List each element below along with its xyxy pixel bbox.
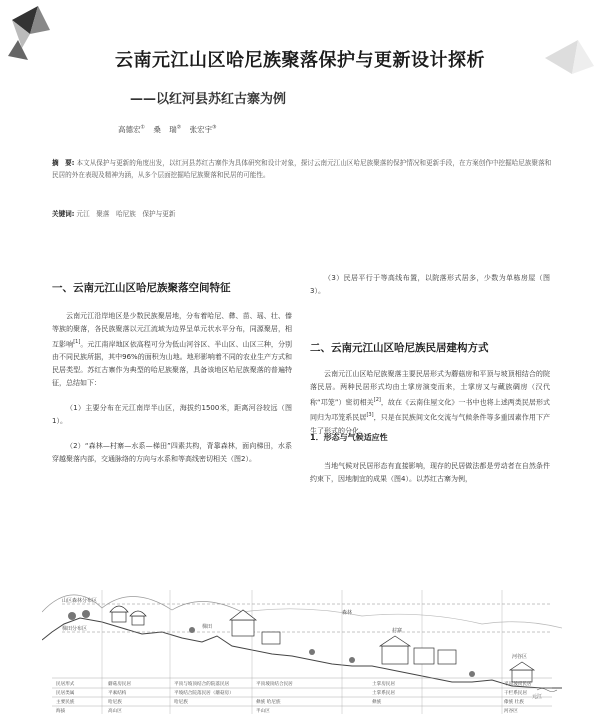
table-cell: 哈尼族	[108, 700, 122, 705]
table-cell: 高山区	[108, 709, 122, 714]
abstract-label: 摘 要:	[52, 159, 75, 167]
label-zone-upper: 山区森林分布区	[62, 598, 98, 604]
table-cell: 海拔	[56, 709, 66, 714]
keywords-text: 元江 聚落 哈尼族 保护与更新	[76, 210, 176, 218]
table-cell: 干栏系民居	[504, 691, 527, 696]
table-cell: 民居形式	[56, 682, 75, 687]
section-1-paragraph: 云南元江沿岸地区是少数民族聚居地，分布着哈尼、彝、苗、瑶、壮、傣等族的聚落，各民族聚落以元江流域为边界呈单元状水平分布，同源聚居，相互影响[1]。元江南岸地区依高程可分为低山河谷区、半山区、山区三种，分别由不同民族所据，其中96%的面积为山地。地形影响着不同的农业生产方式和民居类型。苏红古寨作为典型的哈尼族聚落，具备该地区哈尼族聚落的普遍特征，总结如下：	[52, 312, 293, 388]
table-cell: 半山区	[256, 709, 270, 714]
table-cell: 彝族 哈尼族	[256, 700, 281, 705]
terrain-section-figure	[42, 520, 562, 714]
section-2-paragraph: 云南元江山区哈尼族聚落主要民居形式为蘑菇房和平顶与坡顶相结合的院落民居。两种民居形式均由土掌房演变而来，土掌房又与藏族碉房（汉代称“邛笼”）密切相关[2]，故在《云南住屋文化》一书中也将上述两类民居形式同归为邛笼系民居[3]，只是在民族间文化交流与气候条件等多重因素作用下产生了形式的分化。	[310, 370, 551, 435]
table-cell: 哈尼族	[174, 700, 188, 705]
feature-item-1: （1）主要分布在元江南岸半山区，海拔约1500米，距离河谷较远（图1）。	[52, 404, 292, 425]
terrain-section-svg	[42, 520, 562, 714]
feature-item-3: （3）民居平行于等高线布置，以院落形式居多，少数为单栋房屋（图3）。	[310, 274, 550, 295]
abstract-text: 本文从保护与更新的角度出发，以红河县苏红古寨作为具体研究和设计对象，探讨云南元江山区哈尼族聚落的保护情况和更新手段，在方案创作中挖掘哈尼族聚落和民居的外在表现及精神为涵，从多个层面挖掘哈尼族聚落和民居的可能性。	[52, 159, 552, 179]
terrain-profile	[42, 618, 562, 688]
label-zone-lower: 河谷区	[512, 654, 528, 660]
label-zone-middle: 梯田分布区	[62, 626, 88, 632]
paper-title: 云南元江山区哈尼族聚落保护与更新设计探析	[115, 50, 485, 71]
author-list	[118, 124, 217, 135]
subsection-paragraph: 当地气候对民居形态有直接影响，现存的民居做法都是劳动者在自然条件约束下，因地制宜的成果（图4）。以苏红古寨为例，	[310, 462, 550, 483]
table-cell: 主要民族	[56, 700, 75, 705]
section-1-heading: 一、云南元江山区哈尼族聚落空间特征	[52, 282, 231, 294]
author-2: 桑 瑞②	[153, 124, 182, 134]
table-cell: 平顶坡顶结合民居	[256, 682, 293, 687]
house-icons	[110, 606, 534, 682]
label-village: 村寨	[392, 628, 403, 634]
table-cell: 河谷区	[504, 709, 518, 714]
table-cell: 蘑菇房民居	[108, 682, 131, 687]
paper-subtitle: ——以红河县苏红古寨为例	[130, 92, 287, 107]
label-forest: 森林	[342, 610, 353, 616]
keywords-label: 关键词:	[52, 210, 75, 218]
label-terraces: 梯田	[202, 624, 213, 630]
table-cell: 傣族 壮族	[504, 700, 524, 705]
label-river: 元江	[532, 694, 543, 700]
table-cell: 平顶坡顶民居	[504, 682, 532, 687]
table-cell: 土掌房民居	[372, 682, 395, 687]
section-2-heading: 二、云南元江山区哈尼族民居建构方式	[310, 342, 489, 354]
table-cell: 土掌系民居	[372, 691, 395, 696]
table-cell: 彝族	[372, 700, 382, 705]
abstract	[52, 157, 552, 181]
table-cell: 平素结构	[108, 691, 127, 696]
keywords	[52, 208, 552, 218]
table-cell: 平顶与坡顶结合的院落民居	[174, 682, 230, 687]
author-3: 张宏宇③	[189, 124, 217, 134]
subsection-heading: 1．形态与气候适应性	[310, 433, 388, 442]
table-cell: 平坡结合院落民居（蘑菇房）	[174, 691, 234, 696]
table-cell: 民居类属	[56, 691, 75, 696]
feature-item-2: （2）“森林—村寨—水系—梯田”四素共构，背靠森林，面向梯田，水系穿越聚落内部，交通脉络的方向与水系和等高线密切相关（图2）。	[52, 442, 292, 463]
author-1: 高德宏①	[118, 124, 145, 134]
